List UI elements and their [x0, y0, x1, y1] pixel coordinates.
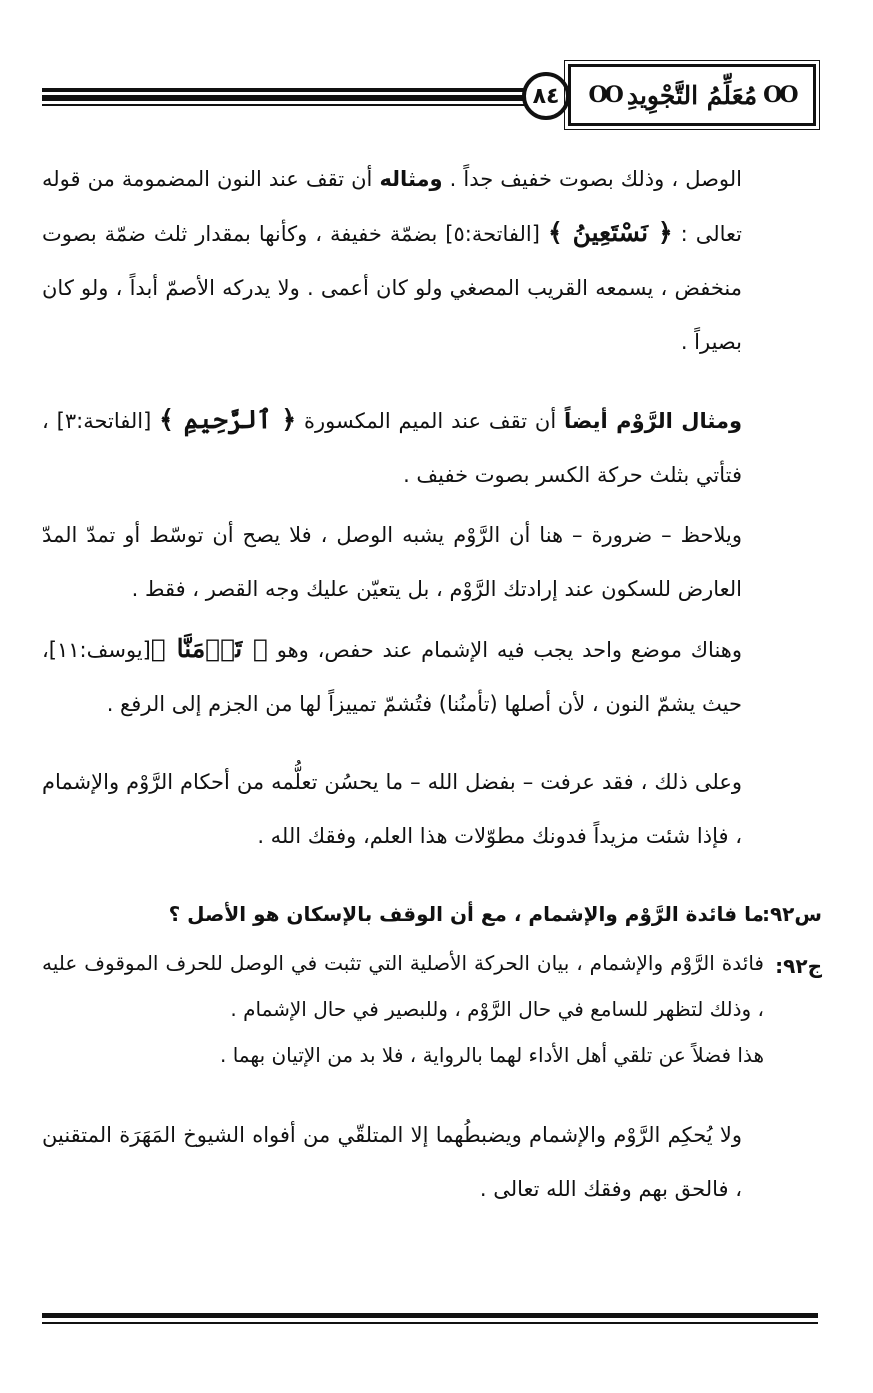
paragraph [42, 622, 742, 731]
quran-quote: ﴿ ٱلرَّحِيمِ ﴾ [159, 405, 297, 434]
body-text: أن تقف عند الميم المكسورة [296, 409, 565, 433]
footer-rule-line [42, 1322, 818, 1324]
header-rule-line [42, 104, 542, 106]
page-body [42, 152, 742, 863]
emphasis-text: ومثاله [379, 167, 443, 191]
ornament-right: OO [763, 82, 796, 108]
body-text: وعلى ذلك ، فقد عرفت – بفضل الله – ما يحسُن تعلُّمه من أحكام الرَّوْم والإشمام ، فإذا شئت مزيداً فدونك مطوّلات هذا العلم، وفقك الله . [42, 770, 742, 848]
header-rule-line [42, 95, 542, 101]
header-rule [42, 86, 542, 108]
answer-label: ج٩٢: [775, 954, 822, 978]
question-label: س٩٢: [761, 902, 822, 926]
body-text: [الفاتحة:٣] ، فتأتي بثلث حركة الكسر بصوت خفيف . [42, 409, 742, 487]
emphasis-text: ومثال الرَّوْم أيضاً [564, 409, 743, 433]
quran-quote: ﴿ تَأۡمَنَّا ﴾ [150, 634, 268, 663]
body-text: [يوسف:١١]، حيث يشمّ النون ، لأن أصلها (تأمنُنا) فتُشمّ تمييزاً لها من الجزم إلى الرفع . [42, 638, 742, 716]
answer-line: فائدة الرَّوْم والإشمام ، بيان الحركة الأصلية التي تثبت في الوصل للحرف الموقوف عليه ، وذلك لتظهر للسامع في حال الرَّوْم ، وللبصير في حال الإشمام . [42, 951, 764, 1021]
footer-rule [42, 1313, 818, 1329]
paragraph [42, 152, 742, 369]
page-number [522, 72, 570, 120]
paragraph [42, 755, 742, 863]
body-text: أن تقف عند النون المضمومة من قوله تعالى : [42, 167, 743, 246]
paragraph [42, 508, 742, 616]
header-rule-line [42, 88, 542, 92]
answer-line: هذا فضلاً عن تلقي أهل الأداء لهما بالرواية ، فلا بد من الإتيان بهما . [219, 1043, 764, 1067]
body-text: [الفاتحة:٥] بضمّة خفيفة ، وكأنها بمقدار ثلث ضمّة بصوت منخفض ، يسمعه القريب المصغي ولو كان أعمى . ولا يدركه الأصمّ أبداً ، ولو كان بصيراً . [42, 222, 742, 354]
footer-rule-line [42, 1313, 818, 1318]
question-answer [42, 888, 822, 1078]
running-title [568, 64, 816, 126]
ornament-left: OO [588, 82, 621, 108]
answer-text [42, 940, 764, 1078]
question-text: ما فائدة الرَّوْم والإشمام ، مع أن الوقف بالإسكان هو الأصل ؟ [168, 902, 764, 926]
closing-paragraph: ولا يُحكِم الرَّوْم والإشمام ويضبطُهما إلا المتلقّي من أفواه الشيوخ المَهَرَة المتقنين ، فالحق بهم وفقك الله تعالى . [42, 1123, 742, 1201]
page-number-text: ٨٤ [532, 83, 560, 109]
body-text: وهناك موضع واحد يجب فيه الإشمام عند حفص، وهو [267, 638, 742, 662]
running-title-text: مُعَلِّمُ التَّجْوِيدِ [626, 80, 758, 110]
body-text: الوصل ، وذلك بصوت خفيف جداً . [442, 167, 743, 191]
paragraph [42, 393, 742, 502]
answer-row [42, 940, 822, 1078]
question-row [42, 888, 822, 940]
body-text: ويلاحظ – ضرورة – هنا أن الرَّوْم يشبه الوصل ، فلا يصح أن توسّط أو تمدّ المدّ العارض للسكون عند إرادتك الرَّوْم ، بل يتعيّن عليك وجه القصر ، فقط . [42, 523, 742, 601]
quran-quote: ﴿ نَسْتَعِينُ ﴾ [547, 218, 673, 247]
